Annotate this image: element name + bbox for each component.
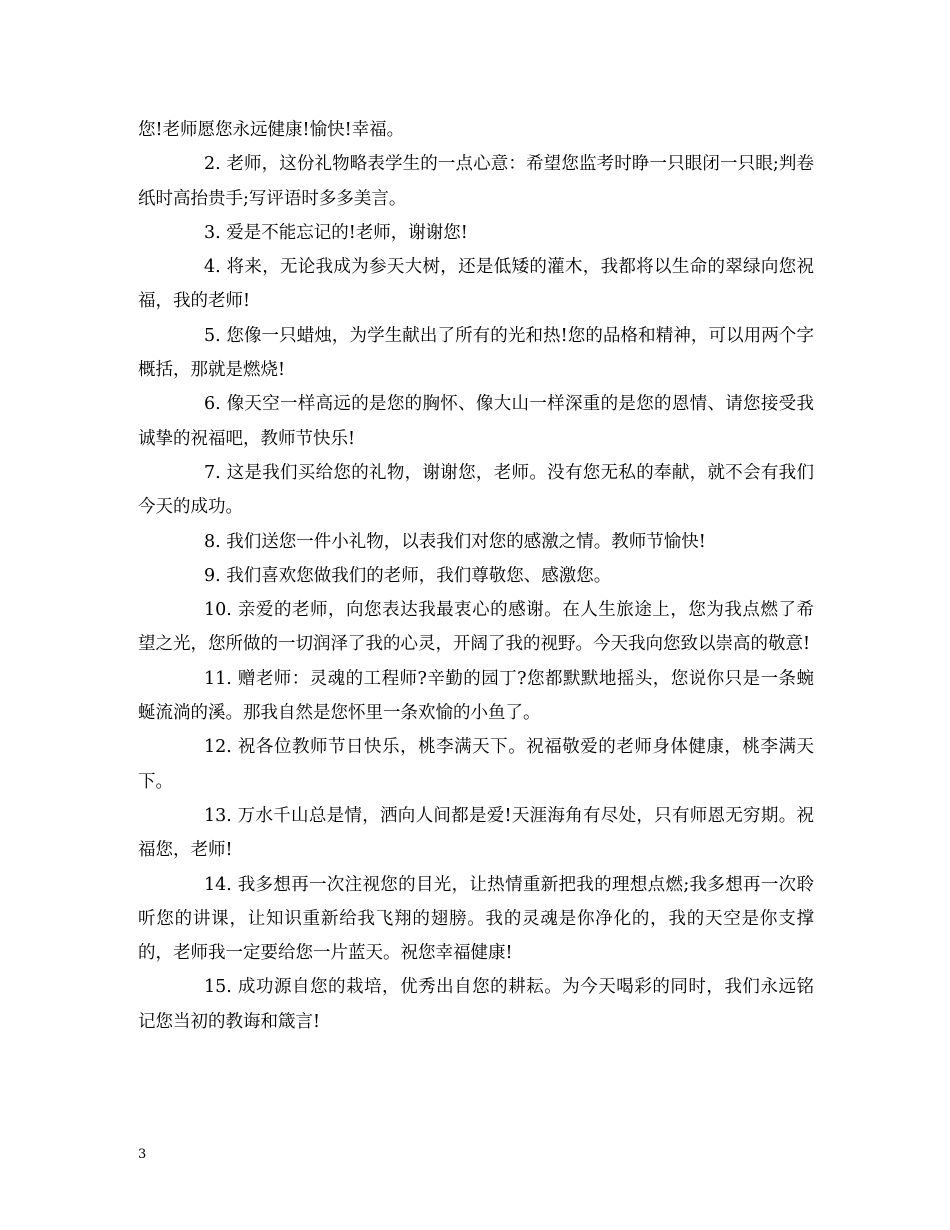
paragraph-item-2: 2. 老师，这份礼物略表学生的一点心意：希望您监考时睁一只眼闭一只眼;判卷纸时高抬贵手;写评语时多多美言。 [138, 154, 814, 209]
paragraph-item-12: 12. 祝各位教师节日快乐，桃李满天下。祝福敬爱的老师身体健康，桃李满天下。 [138, 737, 814, 792]
page-number: 3 [138, 1147, 147, 1162]
paragraph-item-5: 5. 您像一只蜡烛，为学生献出了所有的光和热!您的品格和精神，可以用两个字概括，那就是燃烧! [138, 325, 814, 381]
paragraph-continuation: 您!老师愿您永远健康!愉快!幸福。 [138, 120, 405, 140]
paragraph-item-10: 10. 亲爱的老师，向您表达我最衷心的感谢。在人生旅途上，您为我点燃了希望之光，您所做的一切润泽了我的心灵，开阔了我的视野。今天我向您致以崇高的敬意! [138, 600, 814, 655]
paragraph-item-3: 3. 爱是不能忘记的!老师，谢谢您! [204, 222, 468, 243]
paragraph-item-14: 14. 我多想再一次注视您的目光，让热情重新把我的理想点燃;我多想再一次聆听您的讲课，让知识重新给我飞翔的翅膀。我的灵魂是你净化的，我的天空是你支撑的，老师我一定要给您一片蓝天。祝您幸福健康! [138, 874, 814, 964]
document-body [138, 113, 814, 1039]
paragraph-item-15: 15. 成功源自您的栽培，优秀出自您的耕耘。为今天喝彩的同时，我们永远铭记您当初的教诲和箴言! [138, 977, 814, 1032]
paragraph-item-7: 7. 这是我们买给您的礼物，谢谢您，老师。没有您无私的奉献，就不会有我们今天的成功。 [138, 462, 814, 518]
paragraph-item-9: 9. 我们喜欢您做我们的老师，我们尊敬您、感激您。 [204, 565, 612, 586]
paragraph-item-8: 8. 我们送您一件小礼物，以表我们对您的感激之情。教师节愉快! [204, 531, 706, 552]
paragraph-item-11: 11. 赠老师：灵魂的工程师?辛勤的园丁?您都默默地摇头，您说你只是一条蜿蜒流淌的溪。那我自然是您怀里一条欢愉的小鱼了。 [138, 668, 814, 724]
paragraph-item-4: 4. 将来，无论我成为参天大树，还是低矮的灌木，我都将以生命的翠绿向您祝福，我的老师! [138, 257, 814, 312]
paragraph-item-6: 6. 像天空一样高远的是您的胸怀、像大山一样深重的是您的恩情、请您接受我诚挚的祝福吧，教师节快乐! [138, 394, 814, 449]
paragraph-item-13: 13. 万水千山总是情，洒向人间都是爱!天涯海角有尽处，只有师恩无穷期。祝福您，老师! [138, 805, 814, 861]
